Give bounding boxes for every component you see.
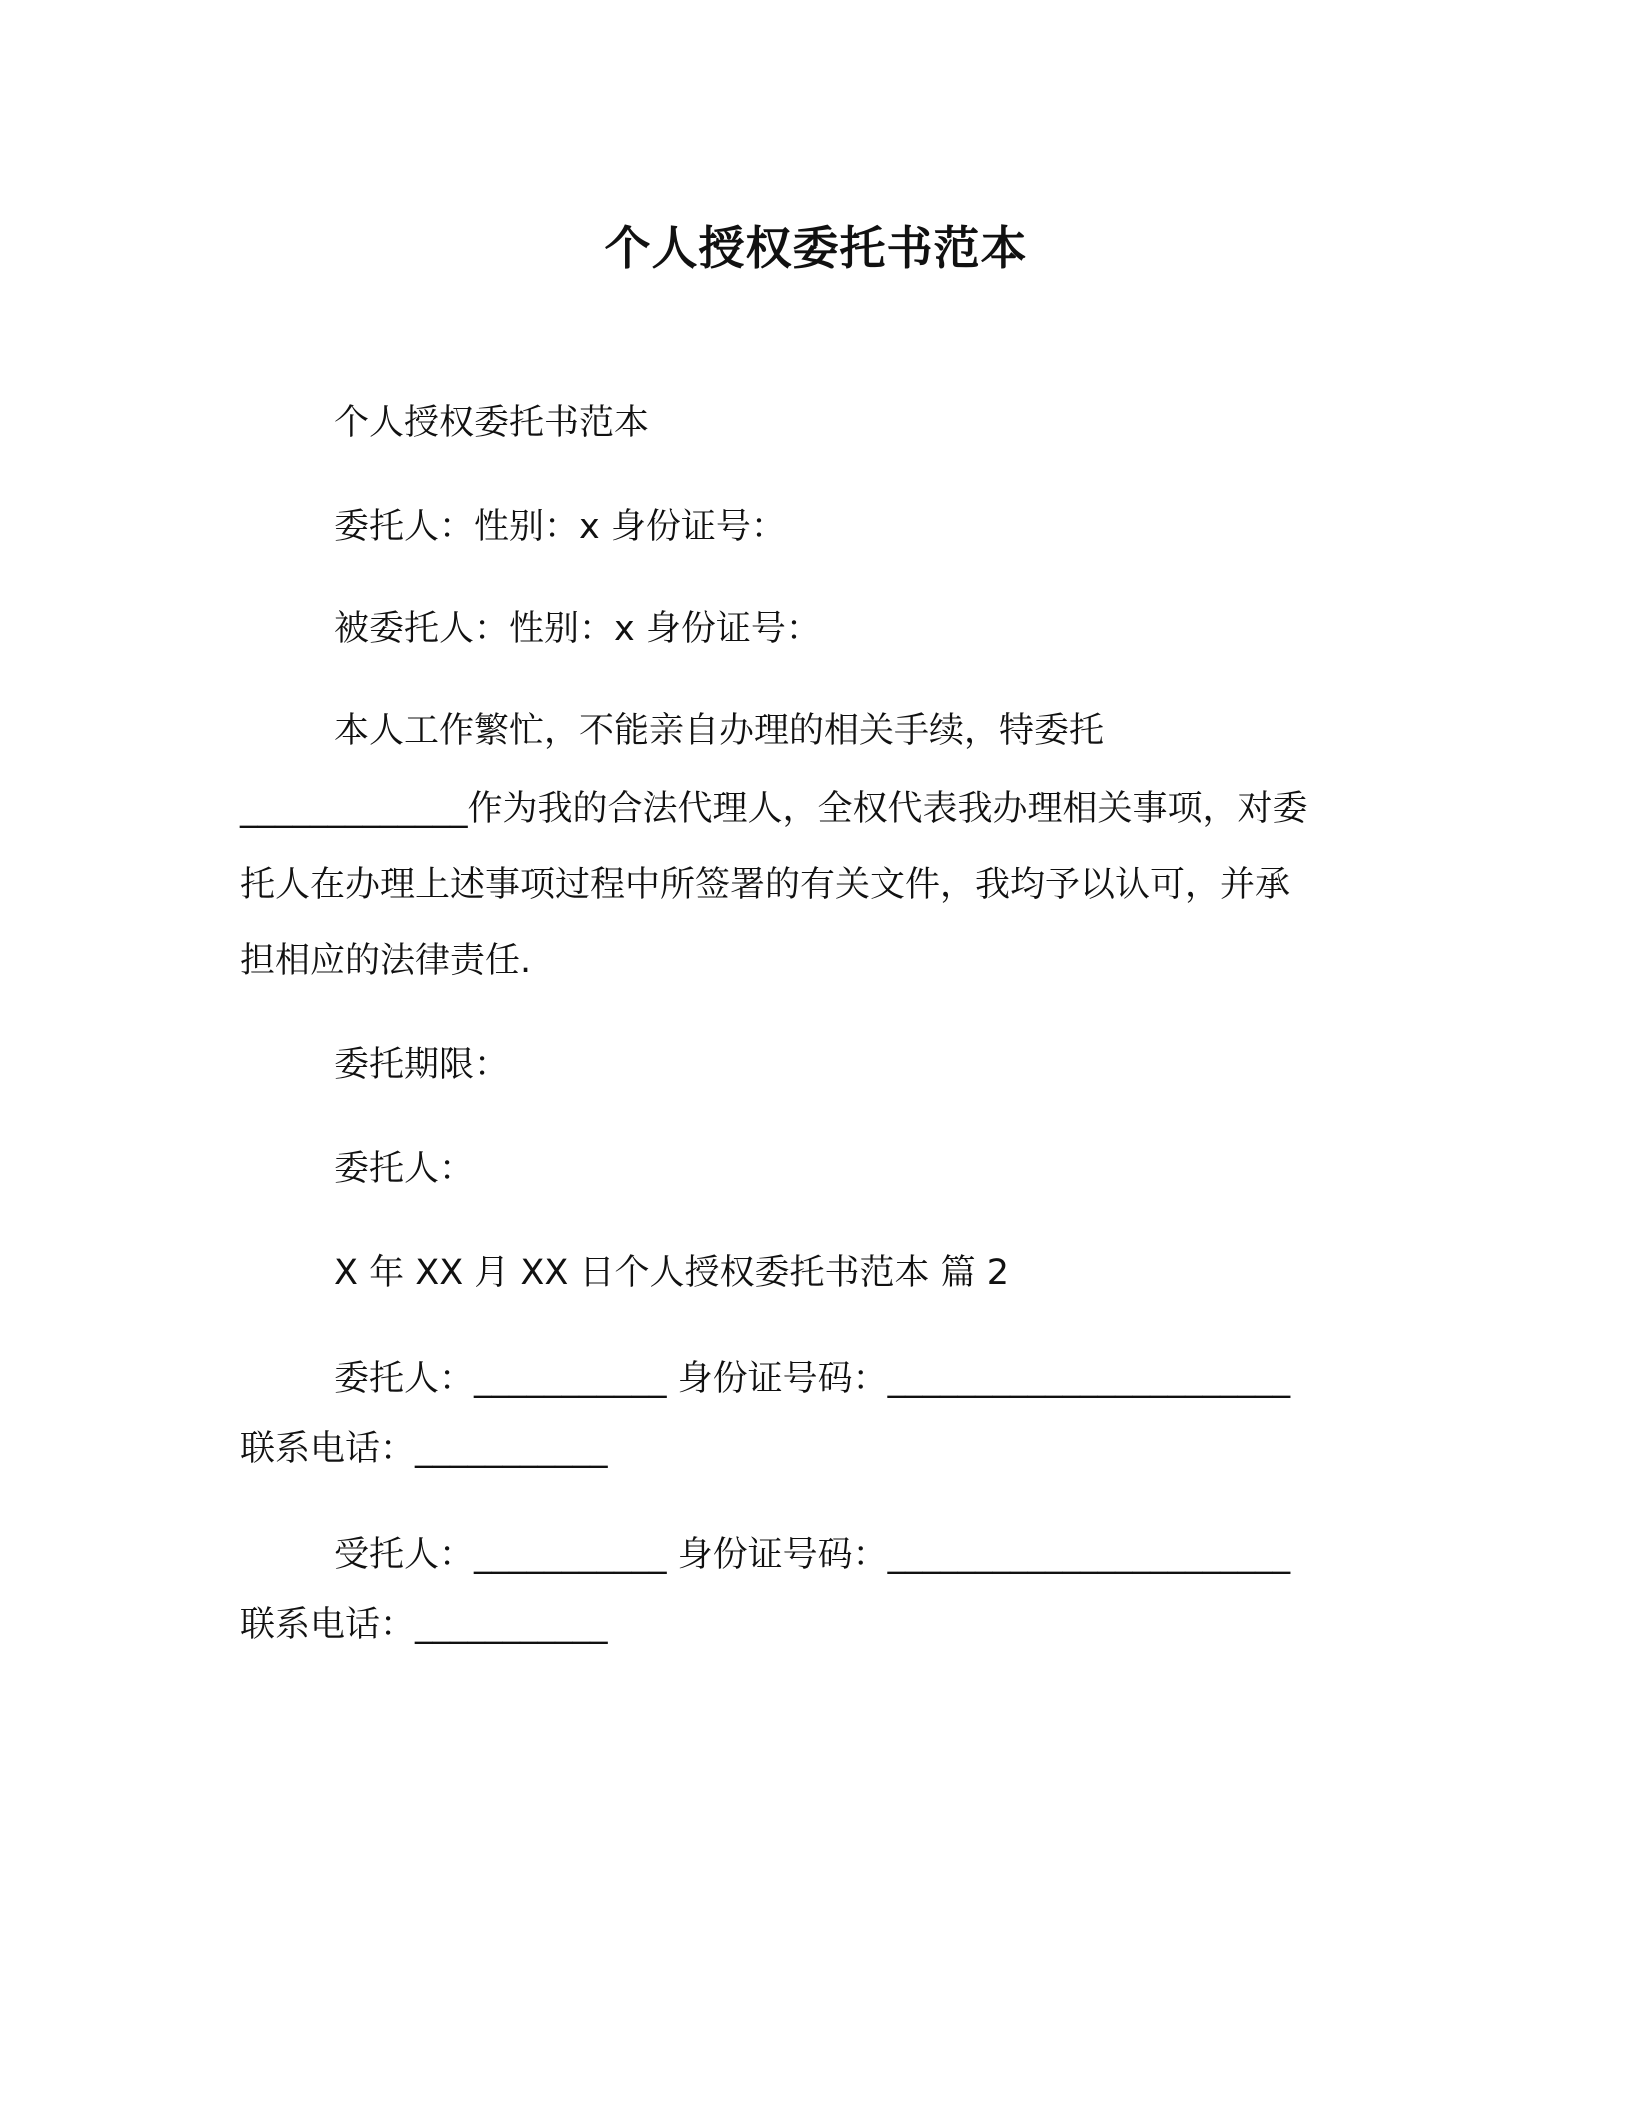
body-paragraph-line-3: 托人在办理上述事项过程中所签署的有关文件，我均予以认可，并承	[240, 865, 1291, 905]
body-line-principal-id: 委托人：___________ 身份证号码：_______________________	[334, 1359, 1291, 1399]
document-title: 个人授权委托书范本	[604, 221, 1028, 275]
body-line-principal-phone: 联系电话：___________	[240, 1429, 608, 1469]
body-line-agent-phone: 联系电话：___________	[240, 1605, 608, 1645]
body-paragraph-line-2: _____________作为我的合法代理人，全权代表我办理相关事项，对委	[240, 789, 1308, 829]
body-line-principal-sign: 委托人：	[334, 1149, 475, 1189]
body-paragraph-line-1: 本人工作繁忙，不能亲自办理的相关手续，特委托	[334, 711, 1105, 751]
body-line-date-section: X 年 XX 月 XX 日个人授权委托书范本 篇 2	[334, 1253, 1010, 1293]
body-line-agent-id: 受托人：___________ 身份证号码：_______________________	[334, 1535, 1291, 1575]
body-line-heading: 个人授权委托书范本	[334, 403, 650, 443]
body-line-principal: 委托人：性别：x 身份证号：	[334, 507, 786, 547]
body-paragraph-line-4: 担相应的法律责任.	[240, 941, 532, 981]
body-line-agent: 被委托人：性别：x 身份证号：	[334, 609, 821, 649]
body-line-term: 委托期限：	[334, 1045, 510, 1085]
